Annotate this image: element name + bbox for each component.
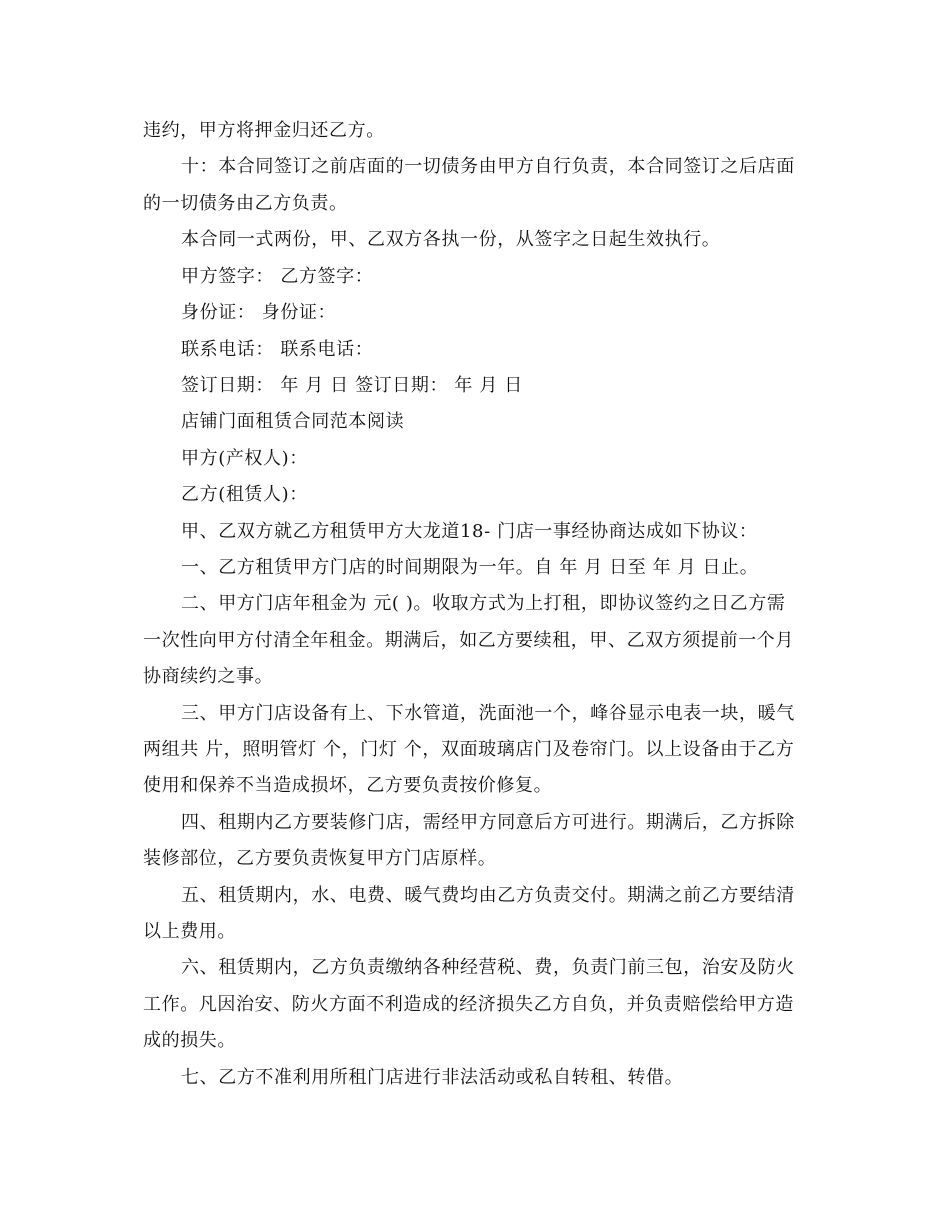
text-line: 甲、乙双方就乙方租赁甲方大龙道18- 门店一事经协商达成如下协议：	[181, 521, 758, 542]
text-line: 甲方(产权人)：	[181, 448, 308, 469]
text-line: 四、租期内乙方要装修门店，需经甲方同意后方可进行。期满后，乙方拆除	[181, 812, 795, 833]
text-line: 签订日期： 年 月 日 签订日期： 年 月 日	[181, 375, 523, 396]
section-heading: 店铺门面租赁合同范本阅读	[181, 411, 405, 432]
text-line: 乙方(租赁人)：	[181, 484, 308, 505]
text-line: 工作。凡因治安、防火方面不利造成的经济损失乙方自负，并负责赔偿给甲方造	[143, 994, 794, 1015]
text-line: 的一切债务由乙方负责。	[143, 193, 348, 214]
text-line: 一次性向甲方付清全年租金。期满后，如乙方要续租，甲、乙双方须提前一个月	[143, 630, 794, 651]
text-line: 本合同一式两份，甲、乙双方各执一份，从签字之日起生效执行。	[181, 229, 721, 250]
text-line: 十：本合同签订之前店面的一切债务由甲方自行负责，本合同签订之后店面	[181, 156, 795, 177]
text-line: 五、租赁期内，水、电费、暖气费均由乙方负责交付。期满之前乙方要结清	[181, 885, 795, 906]
text-line: 以上费用。	[143, 921, 236, 942]
text-line: 两组共 片，照明管灯 个，门灯 个，双面玻璃店门及卷帘门。以上设备由于乙方	[143, 739, 795, 760]
text-line: 成的损失。	[143, 1030, 236, 1051]
text-line: 身份证： 身份证：	[181, 302, 337, 323]
text-line: 一、乙方租赁甲方门店的时间期限为一年。自 年 月 日至 年 月 日止。	[181, 557, 759, 578]
text-line: 联系电话： 联系电话：	[181, 339, 374, 360]
text-line: 七、乙方不准利用所租门店进行非法活动或私自转租、转借。	[181, 1067, 684, 1088]
text-line: 协商续约之事。	[143, 666, 274, 687]
text-line: 三、甲方门店设备有上、下水管道，洗面池一个，峰谷显示电表一块，暖气	[181, 703, 795, 724]
text-line: 六、租赁期内，乙方负责缴纳各种经营税、费，负责门前三包，治安及防火	[181, 957, 795, 978]
text-line: 二、甲方门店年租金为 元( )。收取方式为上打租，即协议签约之日乙方需	[181, 593, 786, 614]
text-line: 甲方签字： 乙方签字：	[181, 266, 374, 287]
text-line: 使用和保养不当造成损坏，乙方要负责按价修复。	[143, 775, 553, 796]
text-line: 违约，甲方将押金归还乙方。	[143, 120, 385, 141]
text-line: 装修部位，乙方要负责恢复甲方门店原样。	[143, 848, 497, 869]
